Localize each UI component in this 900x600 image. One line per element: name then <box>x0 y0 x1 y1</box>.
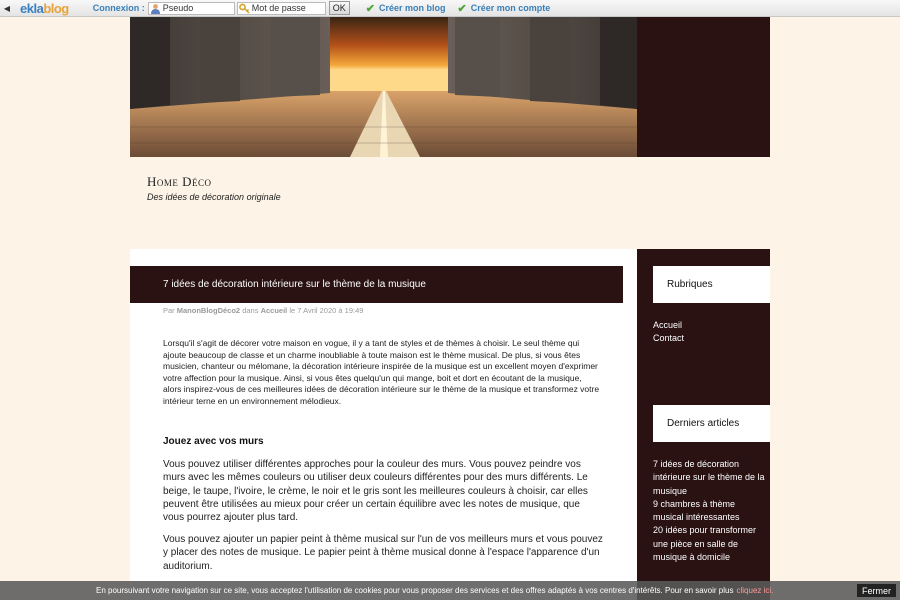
post-paragraph: Vous pouvez utiliser différentes approches pour la couleur des murs. Vous pouvez peindre vos murs avec les mêmes couleurs ou utiliser deux couleurs différentes pour des murs différents. Le beige, le taupe, l'ivoire, le crème, le noir et le gris sont les meilleures couleurs à choisir, car elles peuvent être utilisées au mieux pour créer un certain équilibre avec les notes de musique, que vous pourrez ajouter plus tard. <box>163 459 588 524</box>
site-title[interactable]: Home Déco <box>147 174 212 189</box>
meta-prefix: Par <box>163 306 175 315</box>
section-heading: Jouez avec vos murs <box>163 436 264 447</box>
article-link[interactable]: 7 idées de décoration intérieure sur le thème de la musique <box>653 459 765 496</box>
article-link[interactable]: 9 chambres à thème musical intéressantes <box>653 498 740 523</box>
logo-part1: ekla <box>20 0 44 16</box>
password-input[interactable] <box>237 2 326 15</box>
latest-articles-heading <box>653 405 770 442</box>
banner-side-panel <box>637 17 770 157</box>
rubriques-list <box>653 319 684 346</box>
password-placeholder: Mot de passe <box>251 3 306 13</box>
user-icon <box>150 3 161 14</box>
latest-articles-title: Derniers articles <box>667 418 740 429</box>
key-icon <box>239 3 250 14</box>
post-intro: Lorsqu'il s'agit de décorer votre maison en vogue, il y a tant de styles et de thèmes à choisir. Le seul thème qui ajoute beaucoup de classe et un charme inoubliable à toute maison est le thème musical. De plus, si vous êtes musicien, chanteur ou mélomane, la décoration intérieure inspirée de la musique est un excellent moyen d'exprimer votre affection pour la musique. Ainsi, si vous êtes quelqu'un qui mange, boit et dort en écoutant de la musique, alors inspirez-vous de ces meilleures idées de décoration intérieure sur le thème de la musique et transformez votre intérieur terne en un environnement mélodieux. <box>163 338 600 406</box>
create-account-link[interactable] <box>457 2 550 15</box>
collapse-arrow-icon[interactable]: ◀ <box>3 3 11 13</box>
cookie-more-link[interactable]: cliquez ici. <box>736 586 774 595</box>
post-author-link[interactable]: ManonBlogDéco2 <box>176 306 241 315</box>
check-icon: ✔ <box>365 2 375 15</box>
cookie-close-button[interactable]: Fermer <box>857 584 896 597</box>
post-meta <box>163 306 363 315</box>
post-paragraph: Vous pouvez ajouter un papier peint à thème musical sur l'un de vos meilleurs murs et vous pouvez y placer des notes de musique. Le papier peint à thème musical donne à l'espace l'apparence d'un auditorium. <box>163 534 603 572</box>
ok-button[interactable]: OK <box>329 1 350 15</box>
pseudo-placeholder: Pseudo <box>162 3 194 13</box>
sidebar-item-contact[interactable]: Contact <box>653 333 685 344</box>
check-icon: ✔ <box>457 2 467 15</box>
rubriques-heading <box>653 266 770 303</box>
logo-part2: blog <box>43 0 69 16</box>
article-link[interactable]: 20 idées pour transformer une pièce en salle de musique à domicile <box>653 525 757 563</box>
cookie-text: En poursuivant votre navigation sur ce site, vous acceptez l'utilisation de cookies pour vous proposer des services et des offres adaptés à vos centres d'intérêts. Pour en savoir plus <box>96 586 734 595</box>
create-account-label: Créer mon compte <box>470 3 551 13</box>
cookie-banner <box>0 581 900 600</box>
post-title-bar <box>130 266 623 303</box>
meta-in: dans <box>242 306 259 315</box>
site-subtitle: Des idées de décoration originale <box>147 192 281 202</box>
post-category-link[interactable]: Accueil <box>260 306 288 315</box>
pseudo-input[interactable] <box>148 2 235 15</box>
create-blog-label: Créer mon blog <box>378 3 446 13</box>
rubriques-title: Rubriques <box>667 279 713 290</box>
connexion-label: Connexion : <box>92 3 145 13</box>
create-blog-link[interactable] <box>366 2 446 15</box>
post-title[interactable]: 7 idées de décoration intérieure sur le thème de la musique <box>163 279 426 290</box>
eklablog-logo[interactable] <box>20 1 69 16</box>
latest-articles-list <box>653 458 765 564</box>
sidebar-item-accueil[interactable]: Accueil <box>653 320 683 330</box>
post-date: le 7 Avril 2020 à 19:49 <box>289 306 364 315</box>
header-banner-image <box>130 17 637 157</box>
sunset-architecture-image <box>130 17 637 157</box>
top-toolbar <box>0 0 900 17</box>
